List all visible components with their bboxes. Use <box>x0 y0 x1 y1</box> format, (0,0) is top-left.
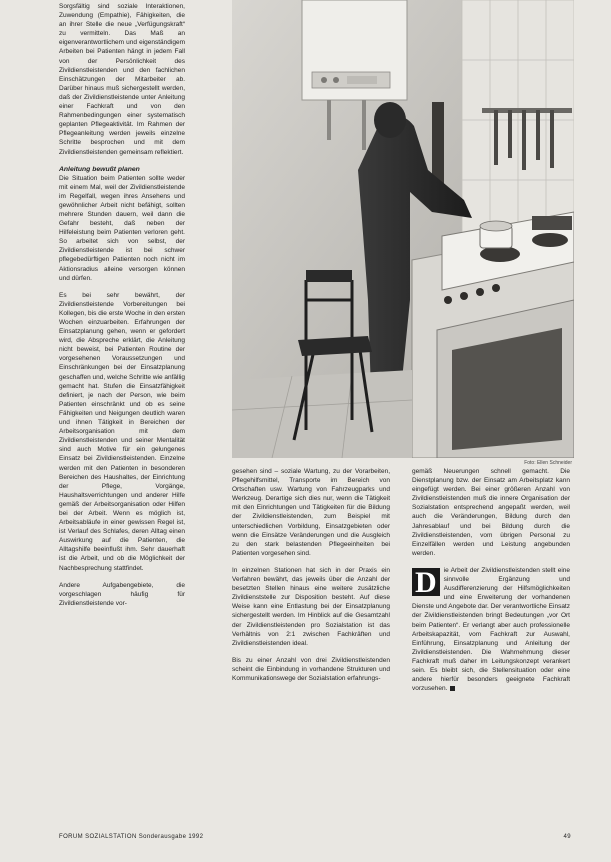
publication-name: FORUM SOZIALSTATION Sonderausgabe 1992 <box>59 834 204 840</box>
paragraph: gemäß Neuerungen schnell gemacht. Die Dienstplanung bzw. der Einsatz am Arbeitsplatz kann eingefügt werden. Bei einer größeren Anzahl von Zivildienstleistenden muß die innere Organisation der Sozialstation entsprechend angepaßt werden, weil auch die Veränderungen, Bildung durch den Jahresablauf und bei Bildung durch die Zivildienstleistenden, vom übrigen Personal zu Einzelfällen werden und Leistung angebunden werden. <box>412 468 570 557</box>
section-heading: Anleitung bewußt planen <box>59 165 140 173</box>
column-left <box>59 2 185 616</box>
column-middle <box>232 467 390 691</box>
paragraph: In einzelnen Stationen hat sich in der Praxis ein Verfahren bewährt, das jeweils über die Anzahl der besetzten Stellen hinaus eine weitere zusätzliche Zivildienststelle zur Disposition besteht. Auf diese Weise kann eine Entlastung bei der Einsatzplanung sichergestellt werden. Im Hinblick auf die Gesamtzahl der Zivildienstleistenden pro Sozialstation ist das Verhältnis von 2:1 zwischen Fachkräften und Zivildienstleistenden ideal. <box>232 566 390 647</box>
end-mark-icon <box>450 686 455 691</box>
conclusion-text: ie Arbeit der Zivildienstleistenden stellt eine sinnvolle Ergänzung und Ausdifferenzierung der Hilfsmöglichkeiten und eine Erweiterung der vorhandenen Dienste und Angebote dar. Der verantwortliche Einsatz der Zivildienstleistenden bringt Bedeutungen „vor Ort beim Patienten“. Er verlangt aber auch professionelle Arbeitskapazität, vom Fachkraft zur Auswahl, Einführung, Einsatzplanung und Anleitung der Zivildienstleistenden. Die Wahrnehmung dieser Fachkraft muß daher im Leitungskonzept verankert sein. Es bleibt sich, die Stellensituation oder eine andere hierfür besonders geeignete Fachkraft vorzusehen. <box>412 566 570 693</box>
page-footer <box>59 834 571 844</box>
kitchen-photo <box>232 0 574 458</box>
paragraph-conclusion <box>412 566 570 693</box>
paragraph: Die Situation beim Patienten sollte weder mit einem Mal, weil der Zivildienstleistende im Regelfall, wegen ihres Ansehens und gewöhnlicher Arbeit nicht befähigt, sollten mehrere Stunden dauern, weil dann die Gefahr besteht, daß neben der Hilfeleistung beim Patienten verloren geht. So arbeitet sich von selbst, der Zivildienstleistende ist bei schwer pflegebedürftigen Patienten noch nicht im Aktionsradius alleine versorgen können und dürfen. <box>59 174 185 282</box>
photo-credit: Foto: Ellen Schneider <box>524 460 572 466</box>
paragraph: Bis zu einer Anzahl von drei Zivildienstleistenden scheint die Einbindung in vorhandene Strukturen und Kommunikationswege der Sozialstation erfahrungs- <box>232 656 390 682</box>
paragraph: Es bei sehr bewährt, der Zivildienstleistende Vorbereitungen bei Kollegen, bis die erste Woche in den ersten Wochen einzuarbeiten. Erfahrungen der Einsatzplanung gehen, wenn er gefordert wird, die Abspreche erklärt, die Anleitung nicht beweist, bei Patienten Routine der vorgesehenen Voraussetzungen und Einschränkungen bei der Einsatzplanung geschaffen und, welche Schritte wie anfällig gemacht hat. Stufen die Einsatzfähigkeit definiert, je nach der Person, wie beim Patienten einschränkt und ob es seine Fähigkeiten und Neigungen deutlich waren und ihnen Tätigkeit in Bereichen der Arbeitsorganisation mit dem Zivildienstleistenden und seiner Mentalität sind auch Motive für ein gelungenes Einsatz bei Zivildienstleistenden. Einzelne werden mit den Patienten in besonderen Bereichen des Haushaltes, der Einrichtung der Pflege, Vorgänge, Haushaltsverrichtungen und anderer Hilfe gemäß der Arbeitsorganisation oder Hilfen bei der Arbeit. Wenn es möglich ist, Arbeitsabläufe in einer gewissen Regel ist, ist Verlauf des Schlafes, deren Alltag einen Auswirkung auf die Patienten, die Alltagshilfe beeinflußt ihm. Sehr dauerhaft ist die Arbeit, und ob die Möglichkeit der Nachbesprechung stattfindet. <box>59 291 185 572</box>
photo-illustration <box>232 0 574 458</box>
column-right <box>412 467 570 701</box>
paragraph: Andere Aufgabengebiete, die vorgeschlagen häufig für Zivildienstleistende vor- <box>59 581 185 607</box>
paragraph: gesehen sind – soziale Wartung, zu der Vorarbeiten, Pflegehilfsmittel, Transporte im Bereich von Ortschaften usw. Wartung von Fahrzeugparks und Werkzeug. Derartige sich dies nur, wenn die Tätigkeit mit den Einrichtungen und Tätigkeiten für die Bildung der Zivildienstleistenden, zum Beispiel mit unterschiedlichen Vorbildung, Einsatzgebieten oder wenn die Einsätze Veränderungen und die Ausgleich zu den stark belastenden Pflegeeinheiten bei Patienten vorgesehen sind. <box>232 468 390 557</box>
page-number: 49 <box>563 834 571 840</box>
paragraph-intro: Sorgsfältig sind soziale Interaktionen, Zuwendung (Empathie), Fähigkeiten, die an ihrer Stelle die neue „Verfügungskraft“ zu vermitteln. Das Maß an eigenverantwortlichem und eigenständigem Arbeiten bei Patienten hängt in jedem Fall von der Persönlichkeit des Zivildienstleistenden und den fachlichen Einschätzungen der Mitarbeiter ab. Darüber hinaus muß sichergestellt werden, daß der Zivildienstleistende unter Anleitung einer Fachkraft und von den Rahmenbedingungen einer systematisch geplanten Pflegeaktivität. Im Rahmen der Pflegeanleitung werden jeweils einzelne Schritte besprochen und mit dem Zivildienstleistenden gemeinsam reflektiert. <box>59 3 185 156</box>
drop-cap: D <box>412 568 440 596</box>
